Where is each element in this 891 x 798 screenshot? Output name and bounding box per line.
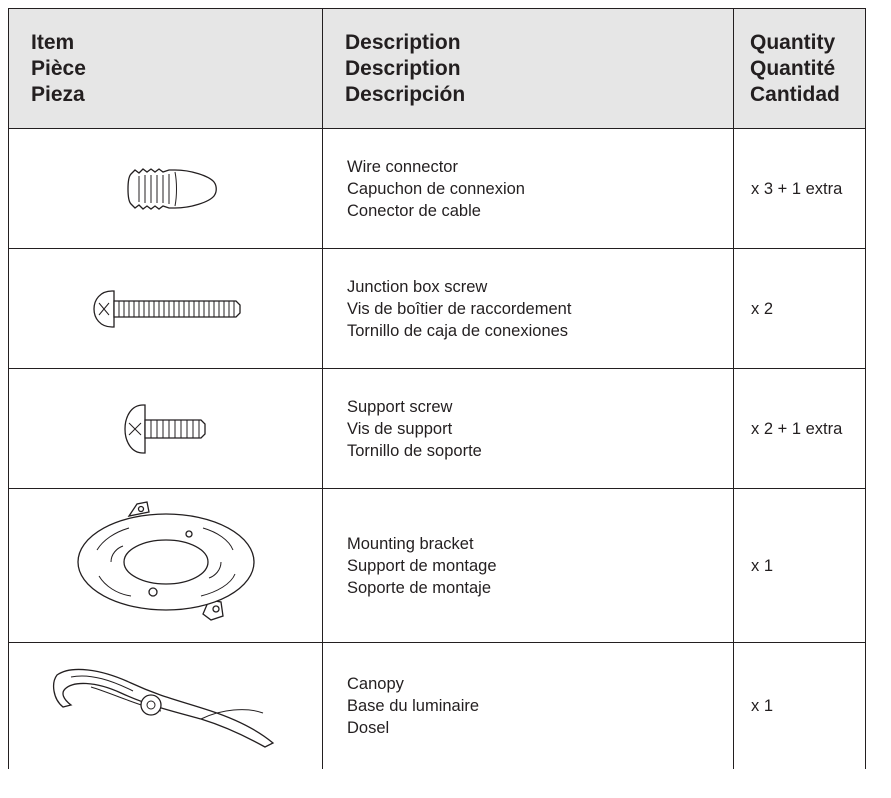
- support-screw-icon: [121, 399, 211, 459]
- mounting-bracket-icon: [71, 496, 261, 636]
- quantity-cell: x 1: [734, 643, 866, 770]
- description-fr: Base du luminaire: [347, 697, 480, 715]
- junction-box-screw-icon: [86, 284, 246, 334]
- quantity-cell: x 3 + 1 extra: [734, 129, 866, 249]
- table-row: [9, 369, 866, 489]
- description-cell: [323, 249, 734, 369]
- description-en: Mounting bracket: [347, 534, 474, 553]
- description-en: Canopy: [347, 675, 404, 693]
- canopy-icon: [51, 661, 281, 751]
- header-description-fr: Description: [345, 56, 461, 80]
- item-image-cell: [9, 489, 323, 643]
- item-image-cell: [9, 369, 323, 489]
- description-cell: [323, 369, 734, 489]
- description-cell: [323, 489, 734, 643]
- header-quantity-en: Quantity: [750, 30, 836, 54]
- item-image-cell: [9, 643, 323, 770]
- header-quantity-fr: Quantité: [750, 56, 836, 80]
- description-en: Support screw: [347, 397, 453, 416]
- description-fr: Vis de support: [347, 419, 453, 438]
- quantity-cell: x 1: [734, 489, 866, 643]
- description-fr: Vis de boîtier de raccordement: [347, 299, 572, 318]
- header-description-es: Descripción: [345, 82, 466, 106]
- item-image-cell: [9, 249, 323, 369]
- table-header: [9, 9, 866, 129]
- description-en: Wire connector: [347, 157, 458, 176]
- header-quantity-es: Cantidad: [750, 82, 840, 106]
- wire-connector-icon: [111, 164, 221, 214]
- description-es: Tornillo de soporte: [347, 441, 482, 460]
- header-description: [323, 9, 734, 129]
- description-es: Soporte de montaje: [347, 578, 492, 597]
- description-cell: [323, 643, 734, 770]
- description-fr: Capuchon de connexion: [347, 179, 525, 198]
- header-item-en: Item: [31, 30, 75, 54]
- header-row: [9, 9, 866, 129]
- description-cell: [323, 129, 734, 249]
- description-es: Dosel: [347, 719, 390, 737]
- header-description-en: Description: [345, 30, 461, 54]
- quantity-cell: x 2 + 1 extra: [734, 369, 866, 489]
- quantity-cell: x 2: [734, 249, 866, 369]
- table-row: [9, 489, 866, 643]
- description-fr: Support de montage: [347, 556, 497, 575]
- description-es: Tornillo de caja de conexiones: [347, 321, 569, 340]
- header-item: [9, 9, 323, 129]
- parts-table: [8, 8, 866, 769]
- description-en: Junction box screw: [347, 277, 488, 296]
- table-row: [9, 249, 866, 369]
- table-row: [9, 643, 866, 770]
- table-row: [9, 129, 866, 249]
- header-item-es: Pieza: [31, 82, 85, 106]
- item-image-cell: [9, 129, 323, 249]
- description-es: Conector de cable: [347, 201, 481, 220]
- header-item-fr: Pièce: [31, 56, 86, 80]
- header-quantity: [734, 9, 866, 129]
